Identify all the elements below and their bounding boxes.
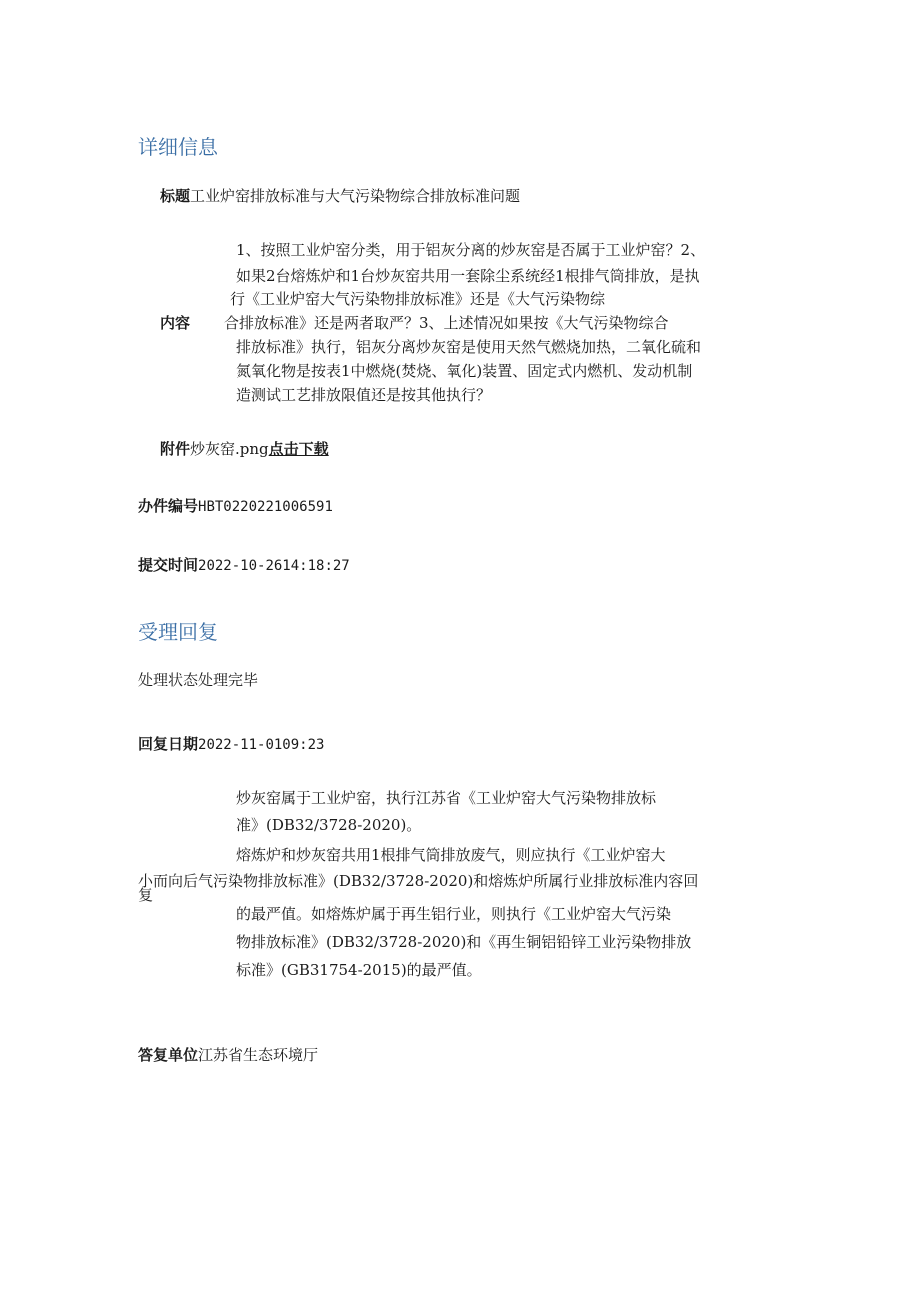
reply-date-label: 回复日期 <box>138 735 199 753</box>
submit-time-value: 2022-10-2614:18:27 <box>198 558 350 574</box>
reply-line: 准》(DB32/3728-2020)。 <box>236 816 422 834</box>
case-number-row <box>138 496 333 517</box>
reply-unit-row <box>138 1045 318 1065</box>
content-line: 如果2台熔炼炉和1台炒灰窑共用一套除尘系统经1根排气筒排放，是执 <box>236 267 700 285</box>
reply-date-value: 2022-11-0109:23 <box>198 737 325 753</box>
attachment-row <box>160 439 329 459</box>
content-line: 排放标准》执行，铝灰分离炒灰窑是使用天然气燃烧加热，二氧化硫和 <box>236 338 702 356</box>
reply-line: 熔炼炉和炒灰窑共用1根排气筒排放废气，则应执行《工业炉窑大 <box>236 846 666 864</box>
attachment-label: 附件 <box>160 440 191 458</box>
reply-content-label-a: 小而向后 <box>138 872 199 890</box>
content-line: 氮氧化物是按表1中燃烧(焚烧、氧化)装置、固定式内燃机、发动机制 <box>236 362 693 380</box>
case-number-label: 办件编号 <box>138 497 199 515</box>
submit-time-row <box>138 555 350 576</box>
reply-line: 炒灰窑属于工业炉窑，执行江苏省《工业炉窑大气污染物排放标 <box>236 789 657 807</box>
title-row <box>160 186 520 206</box>
reply-heading: 受理回复 <box>138 620 218 644</box>
reply-content-label-b: 复 <box>138 886 154 904</box>
status-value: 处理完毕 <box>198 671 259 689</box>
status-label: 处理状态 <box>138 671 199 689</box>
content-label: 内容 <box>160 314 191 332</box>
reply-unit-label: 答复单位 <box>138 1046 199 1064</box>
attachment-filename: 炒灰窑.png <box>190 440 269 458</box>
reply-line: 气污染物排放标准》(DB32/3728-2020)和熔炼炉所属行业排放标准内容回 <box>198 872 699 890</box>
title-value: 工业炉窑排放标准与大气污染物综合排放标准问题 <box>190 187 521 205</box>
reply-line: 物排放标准》(DB32/3728-2020)和《再生铜铝铅锌工业污染物排放 <box>236 933 692 951</box>
status-row <box>138 670 258 690</box>
download-link[interactable]: 点击下载 <box>268 440 329 458</box>
content-line: 行《工业炉窑大气污染物排放标准》还是《大气污染物综 <box>230 290 606 308</box>
title-label: 标题 <box>160 187 191 205</box>
case-number-value: HBT0220221006591 <box>198 499 333 515</box>
reply-unit-value: 江苏省生态环境厅 <box>198 1046 319 1064</box>
content-line: 合排放标准》还是两者取严？3、上述情况如果按《大气污染物综合 <box>224 314 669 332</box>
reply-line: 标准》(GB31754-2015)的最严值。 <box>236 961 482 979</box>
submit-time-label: 提交时间 <box>138 556 199 574</box>
details-heading: 详细信息 <box>138 135 218 159</box>
reply-date-row <box>138 734 324 755</box>
content-line: 1、按照工业炉窑分类，用于铝灰分离的炒灰窑是否属于工业炉窑？2、 <box>236 241 706 259</box>
reply-line: 的最严值。如熔炼炉属于再生铝行业，则执行《工业炉窑大气污染 <box>236 905 672 923</box>
content-line: 造测试工艺排放限值还是按其他执行？ <box>236 386 492 404</box>
